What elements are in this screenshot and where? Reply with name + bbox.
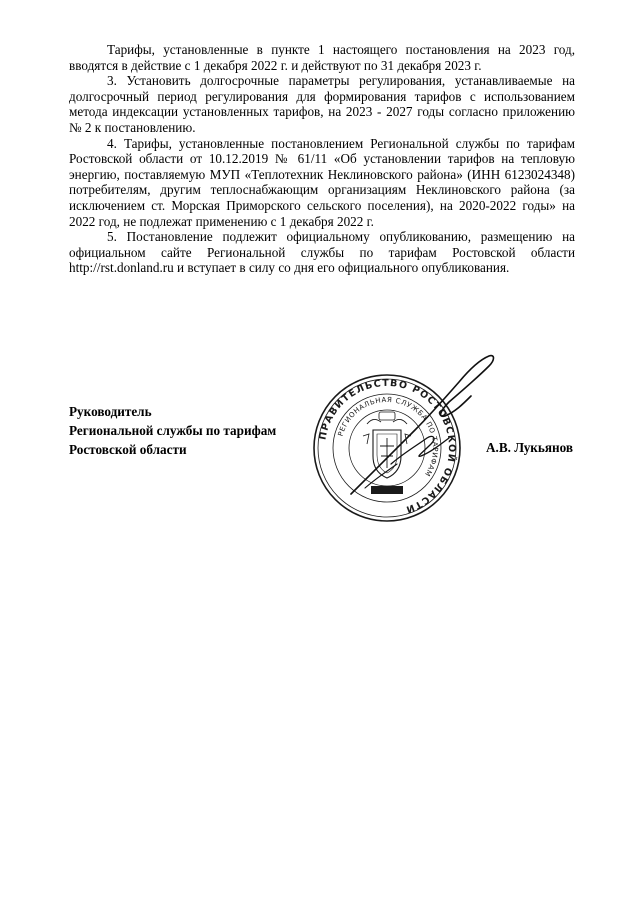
signatory-title xyxy=(69,402,276,459)
paragraph-4: 4. Тарифы, установленные постановлением Региональной службы по тарифам Ростовской области от 10.12.2019 № 61/11 «Об установлении тарифов на тепловую энергию, поставляемую МУП «Теплотехник Неклиновского района» (ИНН 6123024348) потребителям, другим теплоснабжающим организациям Неклиновского района (за исключением ст. Морская Приморского сельского поселения), на 2020-2022 годы» на 2022 год, не подлежат применению с 1 декабря 2022 г. xyxy=(69,135,575,229)
handwritten-signature xyxy=(345,352,505,502)
paragraph-5: 5. Постановление подлежит официальному опубликованию, размещению на официальном сайте Региональной службы по тарифам Ростовской области http://rst.donland.ru и вступает в силу со дня его официального опубликования. xyxy=(69,229,575,276)
signatory-name: А.В. Лукьянов xyxy=(486,440,573,455)
signatory-title-line-3: Ростовской области xyxy=(69,442,187,457)
signatory-title-line-1: Руководитель xyxy=(69,404,152,419)
document-body xyxy=(69,42,575,276)
paragraph-effective-dates: Тарифы, установленные в пункте 1 настоящего постановления на 2023 год, вводятся в действие с 1 декабря 2022 г. и действуют по 31 декабря 2023 г. xyxy=(69,42,575,73)
paragraph-3: 3. Установить долгосрочные параметры регулирования, устанавливаемые на долгосрочный период регулирования для формирования тарифов с использованием метода индексации установленных тарифов, на 2023 - 2027 годы согласно приложению № 2 к постановлению. xyxy=(69,73,575,135)
seal-outer-text: ПРАВИТЕЛЬСТВО РОСТОВСКОЙ ОБЛАСТИ xyxy=(317,377,458,516)
signatory-title-line-2: Региональной службы по тарифам xyxy=(69,423,277,438)
seal-inner-text: РЕГИОНАЛЬНАЯ СЛУЖБА ПО ТАРИФАМ xyxy=(336,395,440,478)
